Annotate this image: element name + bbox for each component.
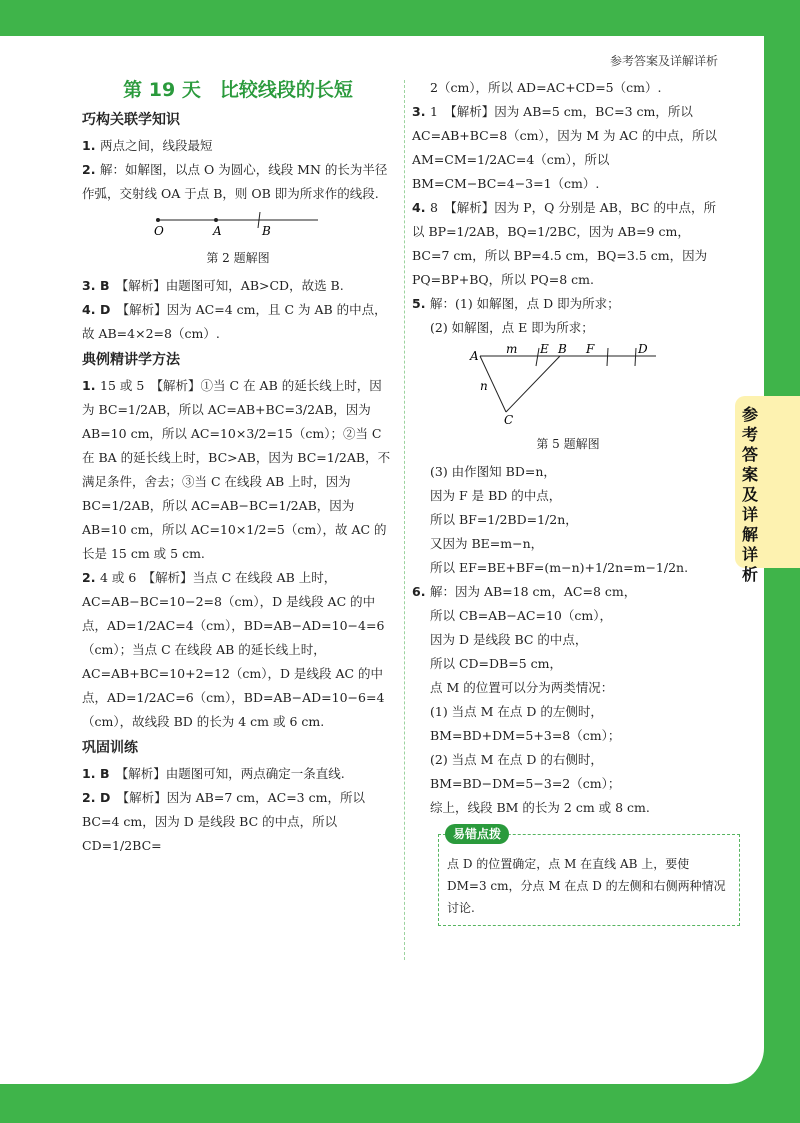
- training-6-line7: BM=BD+DM=5+3=8（cm）；: [430, 728, 621, 743]
- section-heading-3: 巩固训练: [82, 740, 138, 756]
- example-2: 2. 4 或 6 【解析】当点 C 在线段 AB 上时，AC=AB−BC=10−2=8（cm），D 是线段 AC 的中点，AD=1/2AC=4（cm），BD=AB−AD=10−4=6（cm）；当点 C 在线段 AB 的延长线上时，AC=AB+BC=10+2=12（cm），D 是线段 AC 的中点，AD=1/2AC=6（cm），BD=AB−AD=10−6=4（cm），故线段 BD 的长为 4 cm 或 6 cm.: [82, 570, 385, 729]
- training-2: 2. D 【解析】因为 AB=7 cm，AC=3 cm，所以 BC=4 cm，因为 D 是线段 BC 的中点，所以 CD=1/2BC=: [82, 790, 365, 853]
- fig5-label-f: F: [586, 344, 595, 356]
- training-5-line6: 又因为 BE=m−n，: [430, 536, 544, 551]
- training-3: 3. 1 【解析】因为 AB=5 cm，BC=3 cm，所以 AC=AB+BC=8（cm），因为 M 为 AC 的中点，所以 AM=CM=1/2AC=4（cm），所以 BM=CM−BC=4−3=1（cm）.: [412, 104, 718, 191]
- fig5-label-n: n: [480, 379, 488, 393]
- training-5-line4: 因为 F 是 BD 的中点，: [430, 488, 562, 503]
- fig5-label-m: m: [506, 344, 518, 356]
- training-6-line10: 综上，线段 BM 的长为 2 cm 或 8 cm.: [430, 800, 650, 815]
- training-6-line6: (1) 当点 M 在点 D 的左侧时，: [430, 704, 603, 719]
- training-6-line2: 所以 CB=AB−AC=10（cm），: [430, 608, 612, 623]
- fig5-label-d: D: [638, 344, 648, 356]
- training-6-line8: (2) 当点 M 在点 D 的右侧时，: [430, 752, 603, 767]
- side-tab-label: 参考答案及详解详析: [741, 405, 758, 584]
- training-5: 5. 解：(1) 如解图，点 D 即为所求；: [412, 296, 620, 311]
- training-6-line5: 点 M 的位置可以分为两类情况：: [430, 680, 614, 695]
- example-1: 1. 15 或 5 【解析】①当 C 在 AB 的延长线上时，因为 BC=1/2AB，所以 AC=AB+BC=3/2AB，因为 AB=10 cm，所以 AC=10×3/2=15（cm）；②当 C 在 BA 的延长线上时，BC>AB，因为 BC=1/2AB，不满足条件，舍去；③当 C 在线段 AB 上时，因为 BC=1/2AB，所以 AC=AB−BC=1/2AB，因为 AB=10 cm，所以 AC=10×1/2=5（cm），故 AC 的长是 15 cm 或 5 cm.: [82, 378, 391, 561]
- figure-2-diagram: [148, 210, 328, 240]
- answer-2: 2. 解：如解图，以点 O 为圆心，线段 MN 的长为半径作弧，交射线 OA 于点 B，则 OB 即为所求作的线段.: [82, 162, 388, 201]
- training-6-line3: 因为 D 是线段 BC 的中点，: [430, 632, 588, 647]
- section-heading-1: 巧构关联学知识: [82, 112, 180, 128]
- fig2-label-a: A: [213, 224, 222, 238]
- tip-box: [438, 827, 740, 926]
- training-5-part3: (3) 由作图知 BD=n，: [430, 464, 556, 479]
- fig5-label-c: C: [504, 413, 514, 426]
- fig2-label-o: O: [154, 224, 164, 238]
- page-header: 参考答案及详解详析: [609, 54, 718, 68]
- page-title: 第 19 天 比较线段的长短: [123, 79, 353, 101]
- fig5-label-e: E: [540, 344, 549, 356]
- training-1: 1. B 【解析】由题图可知，两点确定一条直线.: [82, 766, 345, 781]
- training-5-part2: (2) 如解图，点 E 即为所求；: [430, 320, 594, 335]
- answer-3: 3. B 【解析】由题图可知，AB>CD，故选 B.: [82, 278, 344, 293]
- training-6-line4: 所以 CD=DB=5 cm，: [430, 656, 562, 671]
- answer-1: 1. 两点之间，线段最短: [82, 138, 213, 153]
- figure-5-diagram: [468, 344, 668, 426]
- left-column: [82, 76, 394, 858]
- column-divider: [404, 80, 405, 960]
- tip-label: 易错点拨: [445, 824, 509, 844]
- tip-text: 点 D 的位置确定，点 M 在直线 AB 上，要使 DM=3 cm，分点 M 在点 D 的左侧和右侧两种情况讨论.: [447, 857, 726, 915]
- training-2-continued: 2（cm），所以 AD=AC+CD=5（cm）.: [430, 80, 662, 95]
- figure-2-caption: 第 2 题解图: [206, 251, 270, 265]
- training-6: 6. 解：因为 AB=18 cm，AC=8 cm，: [412, 584, 637, 599]
- figure-5: [412, 344, 724, 456]
- figure-5-caption: 第 5 题解图: [536, 437, 600, 451]
- training-5-line5: 所以 BF=1/2BD=1/2n，: [430, 512, 578, 527]
- section-heading-2: 典例精讲学方法: [82, 352, 180, 368]
- right-column: [412, 76, 724, 926]
- fig5-label-b: B: [558, 344, 567, 356]
- training-6-line9: BM=BD−DM=5−3=2（cm）；: [430, 776, 621, 791]
- training-5-line7: 所以 EF=BE+BF=(m−n)+1/2n=m−1/2n.: [430, 560, 689, 575]
- training-4: 4. 8 【解析】因为 P，Q 分别是 AB，BC 的中点，所以 BP=1/2AB，BQ=1/2BC，因为 AB=9 cm，BC=7 cm，所以 BP=4.5 cm，BQ=3.5 cm，因为 PQ=BP+BQ，所以 PQ=8 cm.: [412, 200, 716, 287]
- fig2-label-b: B: [262, 224, 271, 238]
- figure-2: [82, 210, 394, 270]
- fig5-label-a: A: [470, 349, 479, 363]
- answer-4: 4. D 【解析】因为 AC=4 cm，且 C 为 AB 的中点，故 AB=4×2=8（cm）.: [82, 302, 387, 341]
